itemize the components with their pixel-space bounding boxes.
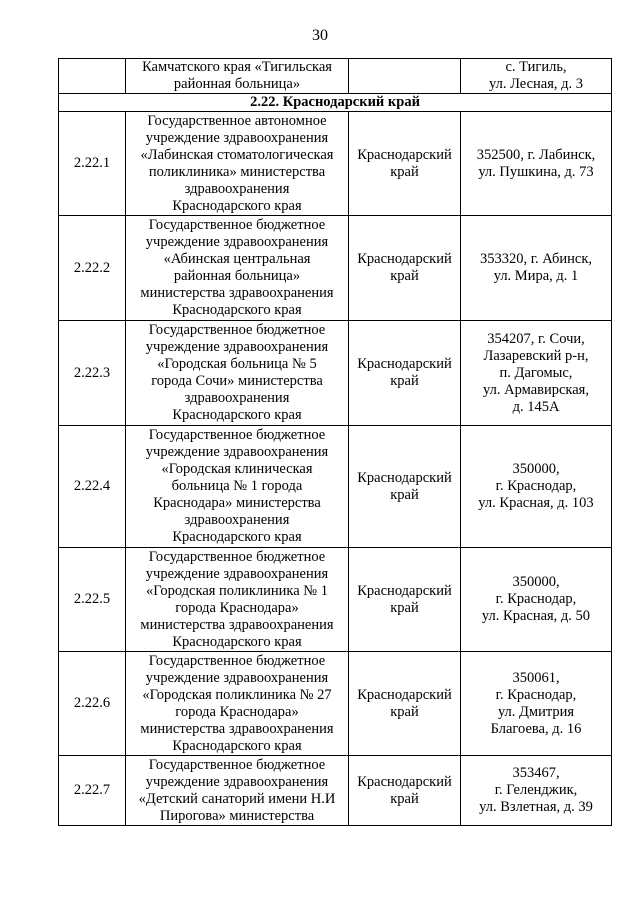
region: Краснодарский край	[349, 112, 461, 216]
section-header-row	[59, 94, 612, 112]
table-row	[59, 216, 612, 321]
row-number: 2.22.2	[59, 216, 126, 321]
address: с. Тигиль, ул. Лесная, д. 3	[461, 59, 612, 94]
organization-name: Государственное бюджетное учреждение здравоохранения «Городская клиническая больница № 1 города Краснодара» министерства здравоохранения Краснодарского края	[126, 426, 349, 548]
row-number: 2.22.6	[59, 652, 126, 756]
address: 350000, г. Краснодар, ул. Красная, д. 103	[461, 426, 612, 548]
row-number: 2.22.5	[59, 548, 126, 652]
table-row	[59, 426, 612, 548]
table-row-continued	[59, 59, 612, 94]
address: 353320, г. Абинск, ул. Мира, д. 1	[461, 216, 612, 321]
region: Краснодарский край	[349, 548, 461, 652]
row-number: 2.22.1	[59, 112, 126, 216]
region: Краснодарский край	[349, 756, 461, 826]
table-row	[59, 321, 612, 426]
region: Краснодарский край	[349, 426, 461, 548]
organization-name: Государственное бюджетное учреждение здравоохранения «Городская поликлиника № 1 города Краснодара» министерства здравоохранения Краснодарского края	[126, 548, 349, 652]
row-number: 2.22.4	[59, 426, 126, 548]
section-title: 2.22. Краснодарский край	[59, 94, 612, 112]
region: Краснодарский край	[349, 321, 461, 426]
address: 354207, г. Сочи, Лазаревский р-н, п. Дагомыс, ул. Армавирская, д. 145А	[461, 321, 612, 426]
region	[349, 59, 461, 94]
institutions-table	[58, 58, 612, 826]
table-row	[59, 652, 612, 756]
address: 350061, г. Краснодар, ул. Дмитрия Благоева, д. 16	[461, 652, 612, 756]
region: Краснодарский край	[349, 652, 461, 756]
table-row	[59, 756, 612, 826]
address: 350000, г. Краснодар, ул. Красная, д. 50	[461, 548, 612, 652]
table-row	[59, 112, 612, 216]
organization-name: Государственное бюджетное учреждение здравоохранения «Городская поликлиника № 27 города Краснодара» министерства здравоохранения Краснодарского края	[126, 652, 349, 756]
organization-name: Государственное бюджетное учреждение здравоохранения «Городская больница № 5 города Сочи» министерства здравоохранения Краснодарского края	[126, 321, 349, 426]
organization-name: Государственное бюджетное учреждение здравоохранения «Абинская центральная районная больница» министерства здравоохранения Краснодарского края	[126, 216, 349, 321]
organization-name: Камчатского края «Тигильская районная больница»	[126, 59, 349, 94]
row-number: 2.22.7	[59, 756, 126, 826]
address: 353467, г. Геленджик, ул. Взлетная, д. 39	[461, 756, 612, 826]
organization-name: Государственное автономное учреждение здравоохранения «Лабинская стоматологическая поликлиника» министерства здравоохранения Краснодарского края	[126, 112, 349, 216]
table-row	[59, 548, 612, 652]
organization-name: Государственное бюджетное учреждение здравоохранения «Детский санаторий имени Н.И Пирогова» министерства	[126, 756, 349, 826]
address: 352500, г. Лабинск, ул. Пушкина, д. 73	[461, 112, 612, 216]
region: Краснодарский край	[349, 216, 461, 321]
row-number: 2.22.3	[59, 321, 126, 426]
row-number	[59, 59, 126, 94]
page-number: 30	[312, 27, 328, 44]
